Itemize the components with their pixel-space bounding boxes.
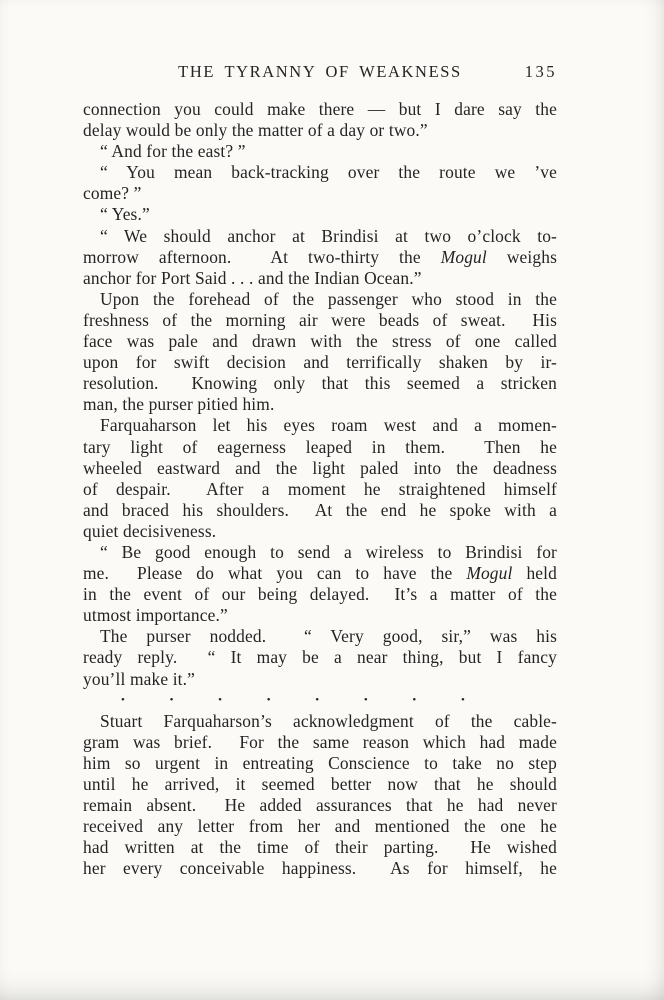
- dot-glyph: •: [121, 693, 126, 706]
- text-line: [83, 268, 557, 289]
- text-segment: face was pale and drawn with the stress of one called: [83, 331, 557, 352]
- text-line: [83, 120, 557, 141]
- dot-glyph: •: [315, 693, 320, 706]
- text-line: [83, 162, 557, 183]
- text-line: [83, 837, 557, 858]
- italic-text: Mogul: [440, 246, 487, 267]
- text-segment: man, the purser pitied him.: [83, 394, 275, 415]
- text-segment: quiet decisiveness.: [83, 520, 217, 541]
- text-block: [83, 99, 557, 879]
- text-line: [83, 647, 557, 668]
- text-segment: upon for swift decision and terrifically shaken by ir-: [83, 352, 557, 373]
- dot-glyph: •: [460, 693, 465, 706]
- text-segment: freshness of the morning air were beads of sweat. His: [83, 309, 557, 330]
- text-line: [83, 183, 557, 204]
- text-segment: Farquaharson let his eyes roam west and a momen-: [100, 415, 557, 436]
- text-line: [83, 774, 557, 795]
- text-line: [83, 141, 557, 162]
- text-line: [83, 99, 557, 120]
- section-break-dots: [83, 690, 557, 711]
- text-line: [83, 563, 557, 584]
- text-line: [83, 521, 557, 542]
- dot-glyph: •: [218, 693, 223, 706]
- text-segment: “ You mean back-tracking over the route we ’ve: [100, 162, 557, 183]
- text-segment: gram was brief. For the same reason which had made: [83, 731, 557, 752]
- text-segment: come? ”: [83, 183, 142, 204]
- text-segment: in the event of our being delayed. It’s a matter of the: [83, 584, 557, 605]
- text-line: [83, 711, 557, 732]
- text-segment: of despair. After a moment he straightened himself: [83, 478, 557, 499]
- text-line: [83, 437, 557, 458]
- text-line: [83, 289, 557, 310]
- text-segment: and braced his shoulders. At the end he spoke with a: [83, 499, 557, 520]
- text-segment: connection you could make there — but I dare say the: [83, 99, 557, 119]
- text-segment: until he arrived, it seemed better now that he should: [83, 774, 557, 794]
- text-line: [83, 226, 557, 247]
- text-segment: you’ll make it.”: [83, 668, 196, 689]
- text-line: [83, 310, 557, 331]
- page-number: 135: [524, 62, 557, 81]
- text-segment: anchor for Port Said . . . and the Indian Ocean.”: [83, 267, 422, 288]
- text-line: [83, 247, 557, 268]
- page-header: [83, 62, 557, 82]
- text-line: [83, 331, 557, 352]
- dot-glyph: •: [169, 693, 174, 706]
- text-segment: wheeled eastward and the light paled into the deadness: [83, 457, 557, 478]
- text-line: [83, 373, 557, 394]
- text-segment: The purser nodded. “ Very good, sir,” was his: [100, 626, 557, 647]
- text-line: [83, 542, 557, 563]
- text-line: [83, 352, 557, 373]
- text-line: [83, 732, 557, 753]
- text-line: [83, 415, 557, 436]
- running-title: THE TYRANNY OF WEAKNESS: [178, 62, 462, 81]
- text-segment: him so urgent in entreating Conscience to take no step: [83, 752, 557, 773]
- text-segment: held: [512, 563, 558, 584]
- text-segment: received any letter from her and mentioned the one he: [83, 816, 557, 837]
- text-segment: ready reply. “ It may be a near thing, but I fancy: [83, 647, 557, 668]
- text-segment: “ Be good enough to send a wireless to Brindisi for: [100, 541, 557, 562]
- text-segment: “ Yes.”: [100, 204, 150, 225]
- text-line: [83, 458, 557, 479]
- text-line: [83, 204, 557, 225]
- text-line: [83, 500, 557, 521]
- dot-glyph: •: [412, 693, 417, 706]
- text-line: [83, 479, 557, 500]
- text-segment: “ And for the east? ”: [100, 141, 246, 162]
- text-segment: had written at the time of their parting. He wished: [83, 837, 557, 858]
- text-line: [83, 605, 557, 626]
- dot-glyph: •: [266, 693, 271, 706]
- text-line: [83, 669, 557, 690]
- text-line: [83, 584, 557, 605]
- text-segment: delay would be only the matter of a day or two.”: [83, 120, 428, 141]
- text-line: [83, 626, 557, 647]
- text-segment: “ We should anchor at Brindisi at two o’clock to-: [100, 225, 557, 246]
- text-segment: weighs: [486, 246, 558, 267]
- text-segment: Stuart Farquaharson’s acknowledgment of the cable-: [100, 710, 557, 731]
- text-line: [83, 816, 557, 837]
- text-line: [83, 858, 557, 879]
- text-line: [83, 753, 557, 774]
- dot-glyph: •: [363, 693, 368, 706]
- italic-text: Mogul: [466, 563, 513, 584]
- text-segment: me. Please do what you can to have the: [83, 563, 467, 584]
- text-segment: her every conceivable happiness. As for himself, he: [83, 858, 557, 879]
- text-segment: tary light of eagerness leaped in them. Then he: [83, 436, 557, 457]
- text-line: [83, 394, 557, 415]
- text-segment: resolution. Knowing only that this seemed a stricken: [83, 373, 557, 394]
- text-segment: morrow afternoon. At two-thirty the: [83, 246, 441, 267]
- text-line: [83, 795, 557, 816]
- text-segment: remain absent. He added assurances that he had never: [83, 795, 557, 816]
- text-segment: Upon the forehead of the passenger who stood in the: [100, 288, 557, 309]
- text-segment: utmost importance.”: [83, 605, 228, 626]
